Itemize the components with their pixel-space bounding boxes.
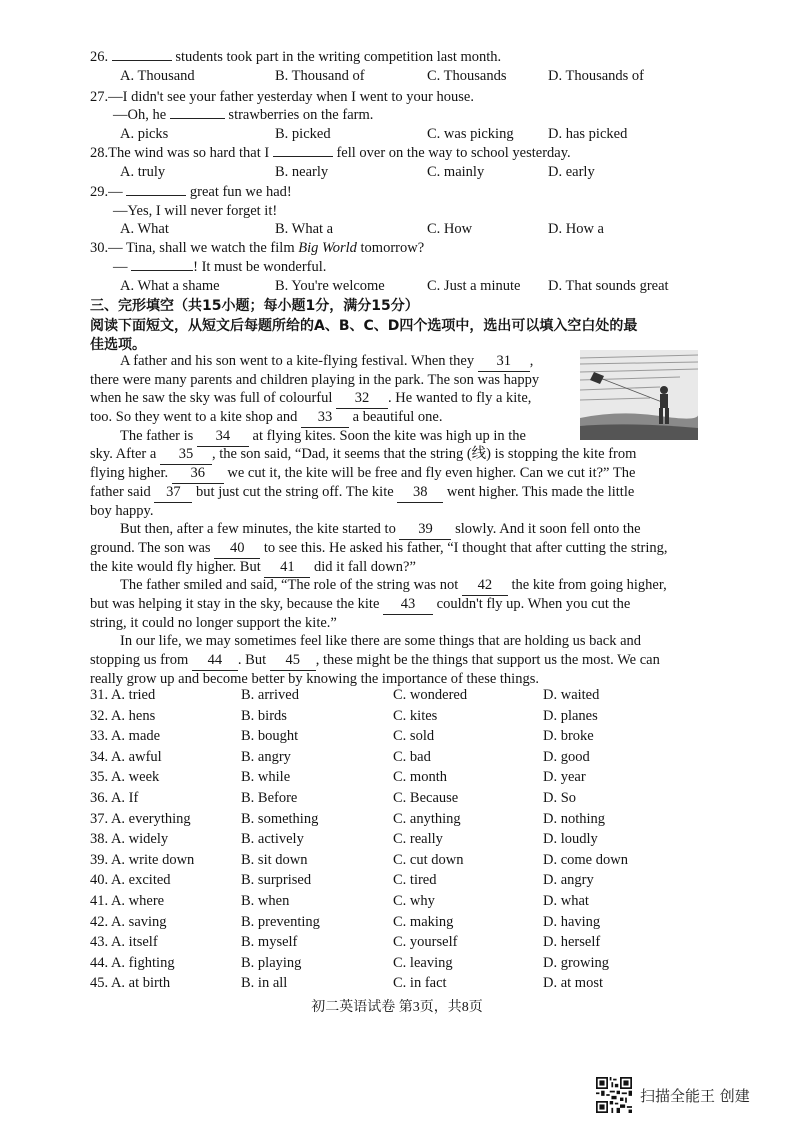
option: C. was picking [427,126,514,142]
page-footer: 初二英语试卷 第3页，共8页 [311,1000,483,1015]
question-30-reply: — ! It must be wonderful. [113,259,327,275]
option: D. has picked [548,126,628,142]
answer-blank [131,270,193,271]
scanner-watermark [596,1075,750,1115]
blank-35: 35 [160,445,212,465]
question-27-options [0,125,794,143]
option: A. What [120,221,169,237]
blank-44: 44 [192,651,238,671]
option: A. What a shame [120,278,220,294]
option: A. picks [120,126,169,142]
blank-33: 33 [301,408,349,428]
option: B. picked [275,126,331,142]
answer-blank [170,118,225,119]
section-title: 三、完形填空（共15小题；每小题1分，满分15分） [90,298,419,314]
option: B. Thousand of [275,68,365,84]
question-27-reply: —Oh, he strawberries on the farm. [113,107,374,123]
blank-37: 37 [154,483,192,503]
question-26-options [0,67,794,85]
option: C. Thousands [427,68,507,84]
film-title: Big World [298,240,357,256]
option: B. You're welcome [275,278,385,294]
answer-blank [273,156,333,157]
blank-36: 36 [172,464,224,484]
question-29-options [0,220,794,238]
answer-blank [112,60,172,61]
blank-39: 39 [399,520,451,540]
question-26: 26. students took part in the writing competition last month. [90,49,502,65]
blank-38: 38 [397,483,443,503]
option: C. mainly [427,164,485,180]
section-instruction-cont: 佳选项。 [90,337,146,353]
option: B. nearly [275,164,329,180]
kite-illustration [580,350,698,440]
blank-41: 41 [264,558,310,578]
question-28: 28.The wind was so hard that I fell over on the way to school yesterday. [90,145,571,161]
option: A. Thousand [120,68,195,84]
question-28-options [0,163,794,181]
scanner-label: 扫描全能王 创建 [640,1086,750,1105]
exam-page: 26. students took part in the writing competition last month. A. Thousand B. Thousand of C. Thousands D. Thousands of 27.—I didn't see your father yesterday when I went to your house. —Oh, he strawberries on the farm. A. picks B. picked C. was picking D. has picked 28.The wind was so hard that I fell over on the way to school yesterday. A. truly B. nearly C. mainly D. early 29.— great fun we had! —Yes, I will never forget it! A. What B. What a C. How D. How a 30.— Tina, shall we watch the film Big World tomorrow? — ! It must be wonderful. A. What a shame B. You're welcome C. Just a minute D. That sounds great 三、完形填空（共15小题；每小题1分，满分15分） 阅读下面短文，从短文后每题所给的A、B、C、D四个选项中，选出可以填入空白处的最 佳选项。 A father and his son went to a kite-flying festival. When they 31 , there were many parents and children playing in the park. The son was happy when he saw the sky was full of colourful 32 . He wanted to fly a kite, too. So they went to a kite shop and 33 a beautiful one. The father is 34 at flying kites. Soon the kite was high up in the sky. After a 35 , the son said, “Dad, it seems that the string (线) is stopping the kite from flying higher. 36 we cut it, the kite will be free and fly even higher. Can we cut it?” The father said 37 but just cut the string off. The kite 38 went higher. This made the little boy happy. But then, after a few minutes, the kite started to 39 slowly. And it soon fell onto the ground. The son was 40 to see this. He asked his father, “I thought that after cutting the string, the kite would fly higher. But 41 did it fall down?” The father smiled and said, “The role of the string was not 42 the kite from going higher, but was helping it stay in the sky, because the kite 43 couldn't fly up. When you cut the string, it could no longer support the kite.” In our life, we may sometimes feel like there are some things that are holding us back and stopping us from 44 . But 45 , these might be the things that support us the most. We can really grow up and become better by knowing the importance of these things. 31. A. tried B. arrived C. wondered D. waited 32. A. hens B. birds C. kites D. planes 33. A. made B. bought C. sold D. broke 34. A. awful B. angry C. bad D. good 35. A. week B. while C. month D. year 36. A. If B. Before C. Because D. So 37. A. everything B. something C. anything D. nothing 38. A. widely B. actively C. really D. loudly 39. A. write down B. sit down C. cut down D. come down 40. A. excited B. surprised C. tired D. angry 41. A. where B. when C. why D. what 42. A. saving B. preventing C. making D. having 43. A. itself B. myself C. yourself D. herself 44. A. fighting B. playing C. leaving D. growing 45. A. at birth B. in all C. in fact D. at most 初二英语试卷 第3页，共8页 扫描全能王 创建 [0,0,794,1125]
option: C. Just a minute [427,278,521,294]
question-30-options [0,277,794,295]
section-instruction: 阅读下面短文，从短文后每题所给的A、B、C、D四个选项中，选出可以填入空白处的最 [90,318,638,334]
option: D. That sounds great [548,278,669,294]
blank-45: 45 [270,651,316,671]
blank-43: 43 [383,595,433,615]
option: C. How [427,221,473,237]
blank-40: 40 [214,539,260,559]
option: D. Thousands of [548,68,644,84]
question-27: 27.—I didn't see your father yesterday when I went to your house. [90,89,474,105]
blank-34: 34 [197,427,249,447]
option: A. truly [120,164,166,180]
option: D. How a [548,221,604,237]
kite-drawing-icon [580,350,698,440]
blank-32: 32 [336,389,388,409]
option: D. early [548,164,595,180]
blank-31: 31 [478,352,530,372]
blank-42: 42 [462,576,508,596]
question-30: 30.— Tina, shall we watch the film Big World tomorrow? [90,240,425,256]
qr-code-icon [596,1077,632,1113]
answer-blank [126,195,186,196]
option: B. What a [275,221,334,237]
question-29: 29.— great fun we had! [90,184,292,200]
question-29-reply: —Yes, I will never forget it! [113,203,278,219]
